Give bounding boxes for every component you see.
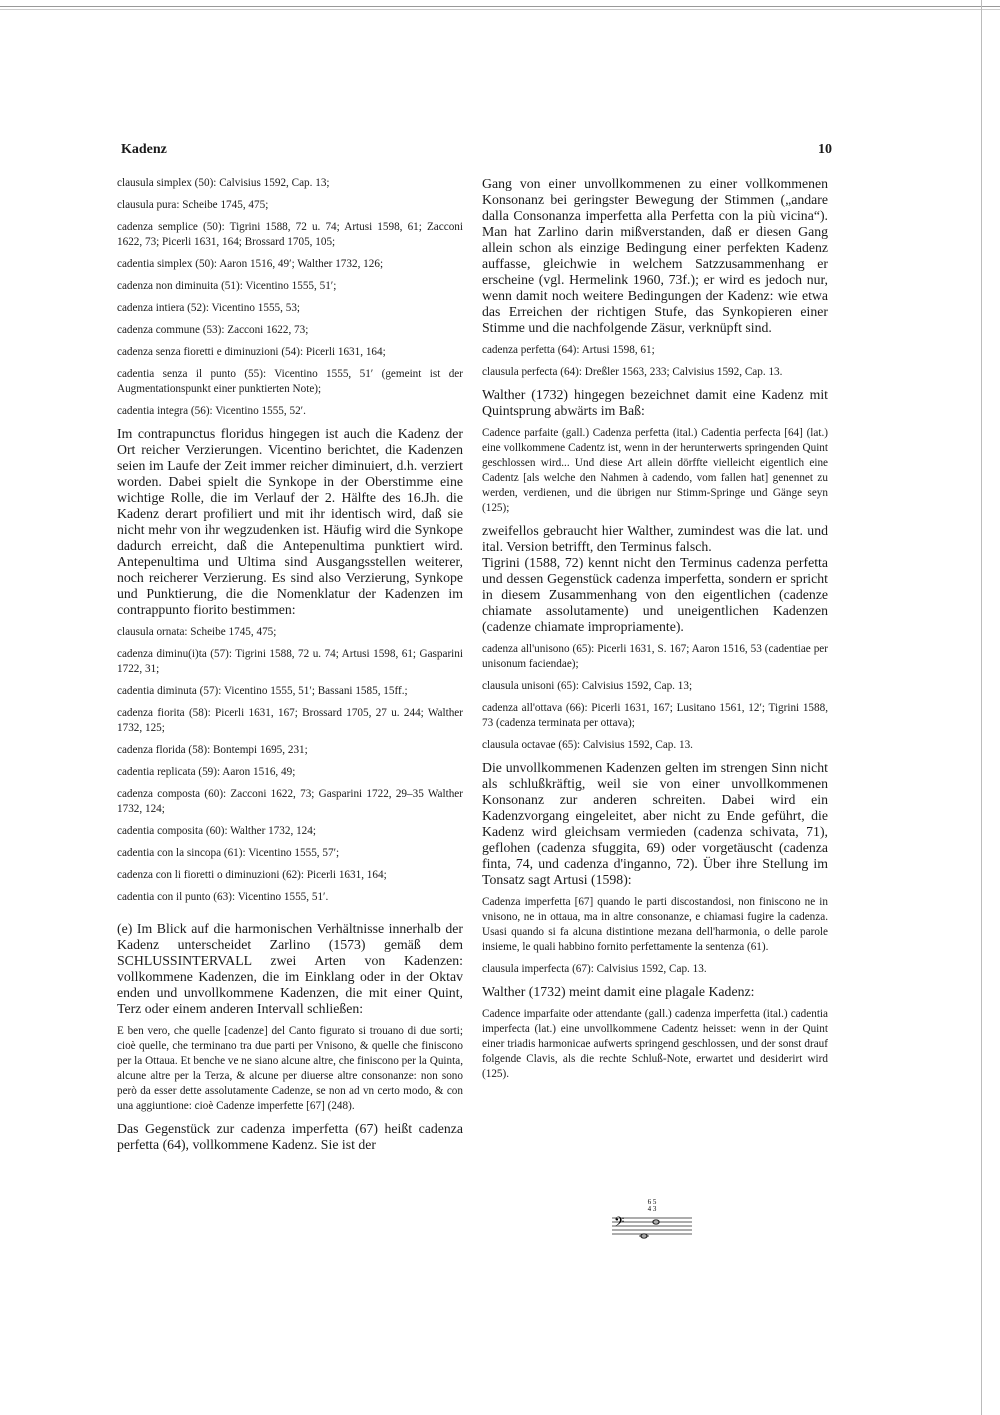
figured-bass-top: 6 5: [647, 1198, 657, 1206]
paragraph: Das Gegenstück zur cadenza imperfetta (67) heißt cadenza perfetta (64), vollkommene Kadenz. Sie ist der: [117, 1121, 463, 1152]
entry: cadentia composita (60): Walther 1732, 124;: [117, 825, 316, 837]
entry: cadenza perfetta (64): Artusi 1598, 61;: [482, 344, 655, 356]
entry: cadenza senza fioretti e diminuzioni (54): Picerli 1631, 164;: [117, 346, 386, 358]
music-example: [612, 1196, 692, 1244]
entry: cadentia simplex (50): Aaron 1516, 49′; Walther 1732, 126;: [117, 258, 384, 270]
entry: cadenza commune (53): Zacconi 1622, 73;: [117, 324, 309, 336]
entry: cadenza semplice (50): Tigrini 1588, 72 u. 74; Artusi 1598, 61; Zacconi 1622, 73; Picerli 1631, 164; Brossard 1705, 105;: [117, 221, 463, 248]
paragraph: zweifellos gebraucht hier Walther, zumindest was die lat. und ital. Version betrifft, den Terminus falsch.: [482, 523, 828, 554]
entry: cadenza non diminuita (51): Vicentino 1555, 51′;: [117, 280, 337, 292]
entry: cadenza con li fioretti o diminuzioni (62): Picerli 1631, 164;: [117, 869, 387, 881]
entry: cadentia replicata (59): Aaron 1516, 49;: [117, 766, 296, 778]
entry: cadenza composta (60): Zacconi 1622, 73; Gasparini 1722, 29–35 Walther 1732, 124;: [117, 788, 463, 815]
entry: cadentia integra (56): Vicentino 1555, 52′.: [117, 405, 306, 417]
scan-top-edge-secondary: [0, 9, 1000, 10]
entry: cadenza intiera (52): Vicentino 1555, 53;: [117, 302, 301, 314]
quotation: Cadence parfaite (gall.) Cadenza perfetta (ital.) Cadentia perfecta [64] (lat.) eine vollkommene Cadentz ist, wenn in der herunterwerts springenden Quint geschlossen wird... Und diese Art allein dörffte vielleicht eigentlich eine Cadentz [als welche den Nahmen à cadendo, vom fallen hat] genennet zu werden, verdienen, und die übrigen nur Stimm-Springe und Gänge seyn (125);: [482, 427, 828, 514]
paragraph: Walther (1732) hingegen bezeichnet damit eine Kadenz mit Quintsprung abwärts im Baß:: [482, 387, 828, 418]
right-column: [482, 176, 828, 1089]
page-number: 10: [818, 142, 832, 157]
bass-clef-icon: 𝄢: [614, 1214, 625, 1233]
entry: cadenza fiorita (58): Picerli 1631, 167; Brossard 1705, 27 u. 244; Walther 1732, 125;: [117, 707, 463, 734]
running-head-title: Kadenz: [121, 142, 167, 157]
paragraph: Im contrapunctus floridus hingegen ist auch die Kadenz der Ort reicher Verzierungen. Vicentino berichtet, die Kadenzen seien im Laufe der Zeit immer reicher diminuiert, d.h. verziert worden. Dabei spielt die Synkope in der Oberstimme eine wichtige Rolle, die im Verlauf der 2. Hälfte des 16.Jh. die Kadenz derart profiliert und mit ihr identisch wird, daß sie nicht mehr von ihr wegzudenken ist. Häufig wird die Synkope dadurch erreicht, daß die Antepenultima punktiert wird. Antepenultima und Ultima sind Ausgangsstellen weiterer, noch reicherer Verzierung. Es sind also Verzierung, Synkope und Punktierung, die die Nomenklatur der Kadenzen im contrappunto fiorito bestimmen:: [117, 426, 463, 617]
paragraph: Gang von einer unvollkommenen zu einer vollkommenen Konsonanz bei geringster Bewegung der Stimmen („andare dalla Consonanza imperfetta alla Perfetta con la più vicina“). Man hat Zarlino darin mißverstanden, daß er diesen Gang allein schon als einzige Bedingung einer perfekten Kadenz auffasse, gleichwie in welchem Satzzusammenhang er erscheine (vgl. Hermelink 1960, 73f.); er wird es jedoch nur, wenn damit noch weitere Bedingungen der Kadenz: wie etwa das Erreichen der richtigen Stufe, das Synkopieren einer Stimme und die nachfolgende Zäsur, verknüpft sind.: [482, 176, 828, 335]
left-column: [117, 176, 463, 1160]
paragraph: Walther (1732) meint damit eine plagale Kadenz:: [482, 984, 755, 999]
scan-top-edge: [0, 6, 1000, 7]
entry: clausula perfecta (64): Dreßler 1563, 233; Calvisius 1592, Cap. 13.: [482, 366, 783, 378]
entry: cadenza diminu(i)ta (57): Tigrini 1588, 72 u. 74; Artusi 1598, 61; Gasparini 1722, 31;: [117, 648, 463, 675]
quotation: E ben vero, che quelle [cadenze] del Canto figurato si trouano di due sorti; cioè quelle, che terminano tra due parti per Vnisono, & quelle che finiscono per la Ottaua. Et benche ve ne siano alcune altre, che finiscono per la Quinta, alcune altre per la Terza, & alcune per diuerse altre consonanze: non sono però da esser dette assolutamente Cadenze, se non ad vn certo modo, & con una aggiuntione: cioè Cadenze imperfette [67] (248).: [117, 1025, 463, 1112]
entry: cadentia con la sincopa (61): Vicentino 1555, 57′;: [117, 847, 340, 859]
figured-bass-bottom: 4 3: [647, 1205, 657, 1213]
entry: cadenza all'unisono (65): Picerli 1631, S. 167; Aaron 1516, 53 (cadentiae per unisonum faciendae);: [482, 643, 828, 670]
entry: cadentia con il punto (63): Vicentino 1555, 51′.: [117, 891, 329, 903]
paragraph: Die unvollkommenen Kadenzen gelten im strengen Sinn nicht als schlußkräftig, weil sie von einer unvollkommenen Konsonanz zur anderen schreiten. Dabei wird ein Kadenzvorgang eingeleitet, aber nicht zu Ende geführt, die Kadenz wird gleichsam vermieden (cadenza schivata, 71), geflohen (cadenza sfuggita, 69) oder vorgetäuscht (cadenza finta, 74, und cadenza d'inganno, 72). Über ihre Stellung im Tonsatz sagt Artusi (1598):: [482, 760, 828, 887]
entry: cadenza florida (58): Bontempi 1695, 231;: [117, 744, 308, 756]
entry: clausula unisoni (65): Calvisius 1592, Cap. 13;: [482, 680, 693, 692]
entry: cadenza all'ottava (66): Picerli 1631, 167; Lusitano 1561, 12′; Tigrini 1588, 73 (cadenza terminata per ottava);: [482, 702, 828, 729]
entry: clausula pura: Scheibe 1745, 475;: [117, 199, 269, 211]
paragraph: Tigrini (1588, 72) kennt nicht den Terminus cadenza perfetta und dessen Gegenstück cadenza imperfetta, sondern er spricht in diesem Zusammenhang von den eigentlichen (cadenze chiamate assolutamente) und uneigentlichen Kadenzen (cadenze chiamate impropriamente).: [482, 555, 828, 634]
paragraph: (e) Im Blick auf die harmonischen Verhältnisse innerhalb der Kadenz unterscheidet Zarlino (1573) gemäß dem SCHLUSSINTERVALL zwei Arten von Kadenzen: vollkommene Kadenzen, die im Einklang oder in der Oktav enden und unvollkommene Kadenzen, die mit einer Quint, Terz oder einem anderen Intervall schließen:: [117, 921, 463, 1016]
entry: clausula octavae (65): Calvisius 1592, Cap. 13.: [482, 739, 693, 751]
entry: clausula ornata: Scheibe 1745, 475;: [117, 626, 277, 638]
quotation: Cadenza imperfetta [67] quando le parti discostandosi, non finiscono ne in vnisono, ne in ottaua, ma in altre consonanze, e chiamasi fugire la cadenza. Usasi quando si fa alcuna distintione mezana dell'harmonia, o delle parole insieme, le quali habbino fornito perfettamente la sentenza (61).: [482, 896, 828, 953]
scan-right-edge: [981, 0, 982, 1415]
entry: clausula simplex (50): Calvisius 1592, Cap. 13;: [117, 177, 330, 189]
entry: cadentia senza il punto (55): Vicentino 1555, 51′ (gemeint ist der Augmentationspunkt einer punktierten Note);: [117, 368, 463, 395]
entry: cadentia diminuta (57): Vicentino 1555, 51′; Bassani 1585, 15ff.;: [117, 685, 408, 697]
entry: clausula imperfecta (67): Calvisius 1592, Cap. 13.: [482, 963, 707, 975]
quotation: Cadence imparfaite oder attendante (gall.) cadenza imperfetta (ital.) cadentia imperfecta (lat.) eine unvollkommene Cadentz heisset: wenn in der Quint einer triadis harmonicae aufwerts springend geschlossen, und der sonst drauf folgende Clavis, als die rechte Schluß-Note, erwartet und desiderirt wird (125).: [482, 1008, 828, 1080]
